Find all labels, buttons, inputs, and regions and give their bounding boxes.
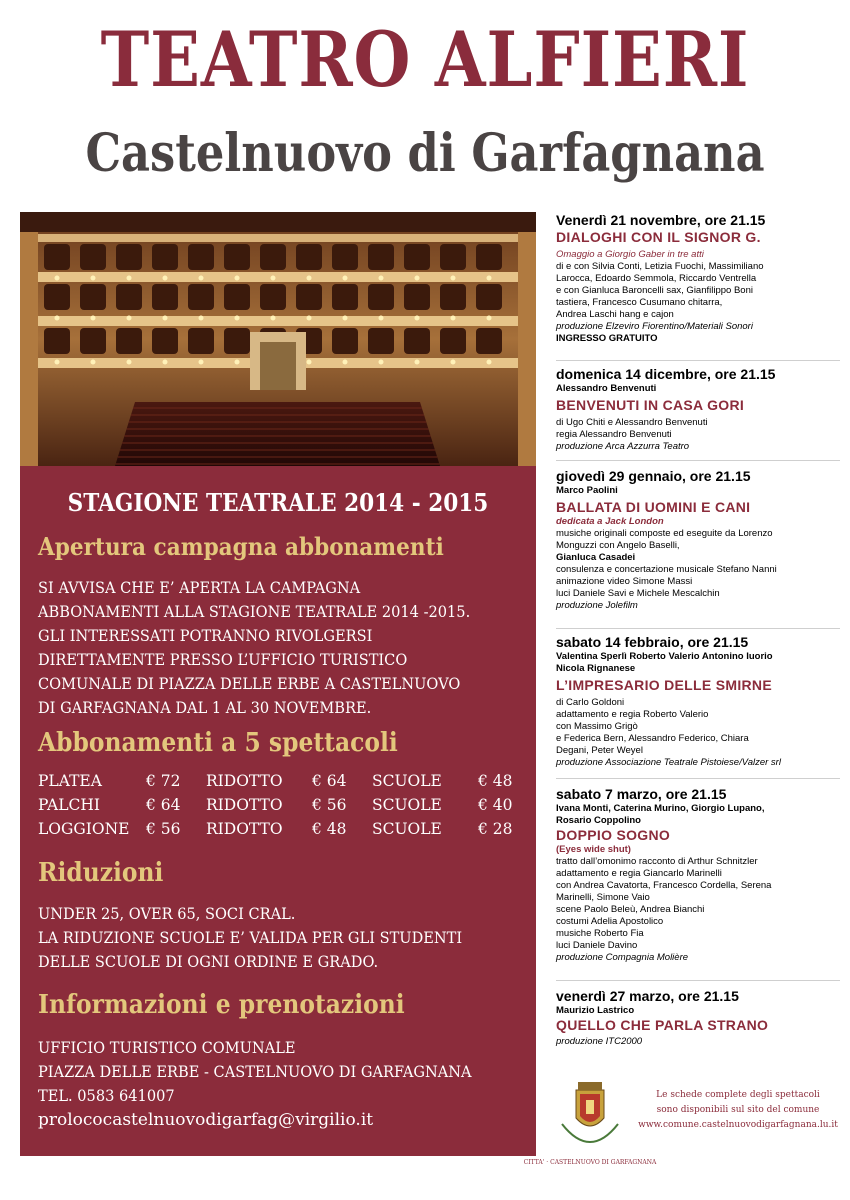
- note-line: Le schede complete degli spettacoli: [656, 1090, 820, 1100]
- event-item: [556, 634, 840, 769]
- notice-line: SI AVVISA CHE E’ APERTA LA CAMPAGNA: [38, 579, 361, 597]
- divider: [556, 460, 840, 461]
- theatre-lamp: [91, 360, 96, 365]
- reduced-label: RIDOTTO: [206, 772, 283, 790]
- theatre-lamp: [343, 360, 348, 365]
- price-value: € 64: [146, 796, 181, 814]
- event-date: sabato 7 marzo, ore 21.15: [556, 786, 727, 802]
- theatre-lamp: [307, 316, 312, 321]
- theatre-lamp: [235, 360, 240, 365]
- theatre-box: [368, 328, 394, 354]
- town-seal: [523, 1068, 657, 1168]
- notice-line: DI GARFAGNANA DAL 1 AL 30 NOVEMBRE.: [38, 699, 372, 717]
- event-item: [556, 988, 840, 1048]
- school-price: € 48: [478, 772, 513, 790]
- divider: [556, 360, 840, 361]
- theatre-box: [188, 244, 214, 270]
- theatre-lamp: [307, 360, 312, 365]
- website-link[interactable]: www.comune.castelnuovodigarfagnana.lu.it: [638, 1120, 838, 1130]
- event-production: produzione Arca Azzurra Teatro: [556, 441, 690, 452]
- info-line: TEL. 0583 641007: [38, 1087, 175, 1105]
- theatre-lamp: [451, 316, 456, 321]
- event-production: produzione Elzeviro Fiorentino/Materiali Sonori: [556, 321, 753, 332]
- theatre-lamp: [307, 276, 312, 281]
- price-category: LOGGIONE: [38, 820, 130, 838]
- theatre-box: [188, 284, 214, 310]
- price-value: € 72: [146, 772, 181, 790]
- price-value: € 56: [146, 820, 181, 838]
- subscriptions-heading: Abbonamenti a 5 spettacoli: [38, 728, 398, 758]
- theatre-box: [332, 244, 358, 270]
- event-credit: costumi Adelia Apostolico: [556, 916, 664, 927]
- reductions-heading: Riduzioni: [38, 858, 164, 888]
- theatre-lamp: [415, 316, 420, 321]
- theatre-lamp: [379, 360, 384, 365]
- school-price: € 28: [478, 820, 513, 838]
- info-text: [38, 1036, 508, 1108]
- theatre-box: [260, 284, 286, 310]
- event-date: giovedì 29 gennaio, ore 21.15: [556, 468, 751, 484]
- event-credit: di Carlo Goldoni: [556, 697, 625, 708]
- info-heading: Informazioni e prenotazioni: [38, 990, 405, 1020]
- page-subtitle: Castelnuovo di Garfagnana: [85, 123, 765, 184]
- theatre-box: [152, 284, 178, 310]
- event-title: DIALOGHI CON IL SIGNOR G.: [556, 229, 761, 245]
- theatre-lamp: [91, 316, 96, 321]
- theatre-box: [152, 328, 178, 354]
- event-date: domenica 14 dicembre, ore 21.15: [556, 366, 776, 382]
- theatre-lamp: [271, 316, 276, 321]
- event-author: Valentina Sperlì Roberto Valerio Antonino Iuorio: [556, 651, 773, 662]
- event-credit: consulenza e concertazione musicale Stefano Nanni: [556, 564, 777, 575]
- reduced-label: RIDOTTO: [206, 820, 283, 838]
- theatre-box: [188, 328, 214, 354]
- event-credit: regia Alessandro Benvenuti: [556, 429, 672, 440]
- price-row: [38, 820, 528, 844]
- theatre-lamp: [199, 360, 204, 365]
- theatre-lamp: [55, 276, 60, 281]
- reduction-line: LA RIDUZIONE SCUOLE E’ VALIDA PER GLI STUDENTI: [38, 929, 463, 947]
- theatre-lamp: [487, 360, 492, 365]
- event-production: produzione Jolefilm: [556, 600, 638, 611]
- school-label: SCUOLE: [372, 820, 442, 838]
- theatre-lamp: [235, 276, 240, 281]
- theatre-box: [476, 244, 502, 270]
- event-credit: con Massimo Grigò: [556, 721, 638, 732]
- email-link[interactable]: prolococastelnuovodigarfag@virgilio.it: [38, 1110, 374, 1130]
- event-credit: e Federica Bern, Alessandro Federico, Chiara: [556, 733, 749, 744]
- theatre-box: [44, 244, 70, 270]
- event-author: Nicola Rignanese: [556, 663, 636, 674]
- event-subtitle: (Eyes wide shut): [556, 844, 631, 855]
- reduction-line: DELLE SCUOLE DI OGNI ORDINE E GRADO.: [38, 953, 379, 971]
- theatre-box: [476, 284, 502, 310]
- theatre-lamp: [235, 316, 240, 321]
- theatre-box: [476, 328, 502, 354]
- theatre-box: [296, 244, 322, 270]
- theatre-lamp: [451, 276, 456, 281]
- theatre-box: [224, 328, 250, 354]
- event-item: [556, 468, 840, 612]
- event-production: produzione ITC2000: [556, 1036, 643, 1047]
- theatre-box: [440, 244, 466, 270]
- event-item: [556, 212, 840, 345]
- event-production: produzione Associazione Teatrale Pistoiese/Valzer srl: [556, 757, 781, 768]
- event-credit: luci Daniele Savi e Michele Mescalchin: [556, 588, 720, 599]
- theatre-lamp: [127, 316, 132, 321]
- theatre-box: [44, 284, 70, 310]
- event-credit: animazione video Simone Massi: [556, 576, 693, 587]
- school-price: € 40: [478, 796, 513, 814]
- seal-text: CITTA' · CASTELNUOVO DI GARFAGNANA: [523, 1159, 657, 1166]
- event-credit: adattamento e regia Roberto Valerio: [556, 709, 709, 720]
- event-production: produzione Compagnia Molière: [556, 952, 689, 963]
- theatre-box: [404, 284, 430, 310]
- reduced-price: € 48: [312, 820, 347, 838]
- theatre-lamp: [379, 316, 384, 321]
- theatre-lamp: [163, 360, 168, 365]
- theatre-lamp: [343, 276, 348, 281]
- theatre-lamp: [163, 276, 168, 281]
- event-credit: Larocca, Edoardo Semmola, Riccardo Ventrella: [556, 273, 757, 284]
- school-label: SCUOLE: [372, 772, 442, 790]
- page-title: TEATRO ALFIERI: [100, 15, 750, 104]
- theatre-lamp: [271, 276, 276, 281]
- theatre-box: [116, 244, 142, 270]
- event-credit: Monguzzi con Angelo Baselli,: [556, 540, 680, 551]
- theatre-lamp: [379, 276, 384, 281]
- theatre-box: [80, 244, 106, 270]
- theatre-box: [440, 328, 466, 354]
- event-item: [556, 366, 840, 453]
- event-author: Maurizio Lastrico: [556, 1005, 635, 1016]
- theatre-box: [80, 284, 106, 310]
- theatre-box: [332, 284, 358, 310]
- campaign-notice: [38, 576, 508, 720]
- event-credit: Marinelli, Simone Vaio: [556, 892, 650, 903]
- info-line: UFFICIO TURISTICO COMUNALE: [38, 1039, 296, 1057]
- event-title: BALLATA DI UOMINI E CANI: [556, 499, 751, 515]
- theatre-lamp: [487, 276, 492, 281]
- price-table: [38, 772, 528, 844]
- reduced-price: € 64: [312, 772, 347, 790]
- theatre-box: [116, 328, 142, 354]
- theatre-lamp: [415, 276, 420, 281]
- price-category: PALCHI: [38, 796, 100, 814]
- event-date: venerdì 27 marzo, ore 21.15: [556, 988, 739, 1004]
- theatre-box: [260, 244, 286, 270]
- event-subtitle: Omaggio a Giorgio Gaber in tre atti: [556, 249, 704, 260]
- theatre-box: [116, 284, 142, 310]
- theatre-photo: [20, 212, 536, 466]
- event-credit: luci Daniele Davino: [556, 940, 638, 951]
- event-date: Venerdì 21 novembre, ore 21.15: [556, 212, 766, 228]
- reduced-price: € 56: [312, 796, 347, 814]
- event-author: Alessandro Benvenuti: [556, 383, 657, 394]
- notice-line: GLI INTERESSATI POTRANNO RIVOLGERSI: [38, 627, 373, 645]
- divider: [556, 778, 840, 779]
- event-credit: scene Paolo Beleù, Andrea Bianchi: [556, 904, 705, 915]
- theatre-box: [368, 284, 394, 310]
- reduced-label: RIDOTTO: [206, 796, 283, 814]
- theatre-lamp: [199, 276, 204, 281]
- info-line: PIAZZA DELLE ERBE - CASTELNUOVO DI GARFAGNANA: [38, 1063, 472, 1081]
- event-extra: INGRESSO GRATUITO: [556, 333, 658, 344]
- event-title: DOPPIO SOGNO: [556, 827, 671, 843]
- theatre-box: [152, 244, 178, 270]
- theatre-lamp: [55, 316, 60, 321]
- event-title: L’IMPRESARIO DELLE SMIRNE: [556, 677, 772, 693]
- price-row: [38, 796, 528, 820]
- divider: [556, 628, 840, 629]
- event-subtitle: dedicata a Jack London: [556, 516, 664, 527]
- school-label: SCUOLE: [372, 796, 442, 814]
- divider: [556, 980, 840, 981]
- theatre-lamp: [127, 360, 132, 365]
- event-credit: di Ugo Chiti e Alessandro Benvenuti: [556, 417, 708, 428]
- theatre-lamp: [451, 360, 456, 365]
- event-author: Marco Paolini: [556, 485, 618, 496]
- theatre-box: [440, 284, 466, 310]
- theatre-lamp: [163, 316, 168, 321]
- theatre-lamp: [55, 360, 60, 365]
- theatre-lamp: [487, 316, 492, 321]
- theatre-box: [368, 244, 394, 270]
- event-credit: musiche Roberto Fia: [556, 928, 644, 939]
- event-date: sabato 14 febbraio, ore 21.15: [556, 634, 749, 650]
- event-credit: tastiera, Francesco Cusumano chitarra,: [556, 297, 723, 308]
- event-title: QUELLO CHE PARLA STRANO: [556, 1017, 769, 1033]
- event-credit: adattamento e regia Giancarlo Marinelli: [556, 868, 722, 879]
- theatre-box: [224, 244, 250, 270]
- event-credit: e con Gianluca Baroncelli sax, Gianfilippo Boni: [556, 285, 753, 296]
- reduction-line: UNDER 25, OVER 65, SOCI CRAL.: [38, 905, 296, 923]
- season-panel: [20, 466, 536, 1156]
- theatre-box: [224, 284, 250, 310]
- theatre-lamp: [415, 360, 420, 365]
- notice-line: DIRETTAMENTE PRESSO L’UFFICIO TURISTICO: [38, 651, 408, 669]
- event-credit: Andrea Laschi hang e cajon: [556, 309, 674, 320]
- theatre-lamp: [343, 316, 348, 321]
- notice-line: COMUNALE DI PIAZZA DELLE ERBE A CASTELNUOVO: [38, 675, 461, 693]
- event-author: Ivana Monti, Caterina Murino, Giorgio Lupano,: [556, 803, 765, 814]
- reductions-text: [38, 902, 508, 974]
- theatre-lamp: [199, 316, 204, 321]
- website-note: [638, 1088, 838, 1133]
- event-title: BENVENUTI IN CASA GORI: [556, 397, 745, 413]
- event-credit: Degani, Peter Weyel: [556, 745, 643, 756]
- opening-heading: Apertura campagna abbonamenti: [38, 532, 444, 561]
- event-credit: con Andrea Cavatorta, Francesco Cordella, Serena: [556, 880, 772, 891]
- theatre-box: [80, 328, 106, 354]
- event-credit: musiche originali composte ed eseguite da Lorenzo: [556, 528, 773, 539]
- theatre-box: [404, 328, 430, 354]
- event-credit: tratto dall’omonimo racconto di Arthur Schnitzler: [556, 856, 758, 867]
- event-item: [556, 786, 840, 964]
- theatre-box: [332, 328, 358, 354]
- event-author: Rosario Coppolino: [556, 815, 641, 826]
- season-title: STAGIONE TEATRALE 2014 - 2015: [67, 488, 489, 517]
- price-row: [38, 772, 528, 796]
- event-credit: di e con Silvia Conti, Letizia Fuochi, Massimiliano: [556, 261, 764, 272]
- theatre-lamp: [127, 276, 132, 281]
- theatre-box: [404, 244, 430, 270]
- event-credit: Gianluca Casadei: [556, 552, 636, 563]
- note-line: sono disponibili sul sito del comune: [656, 1105, 820, 1115]
- price-category: PLATEA: [38, 772, 102, 790]
- theatre-box: [296, 284, 322, 310]
- notice-line: ABBONAMENTI ALLA STAGIONE TEATRALE 2014 -2015.: [38, 603, 471, 621]
- theatre-box: [44, 328, 70, 354]
- theatre-lamp: [91, 276, 96, 281]
